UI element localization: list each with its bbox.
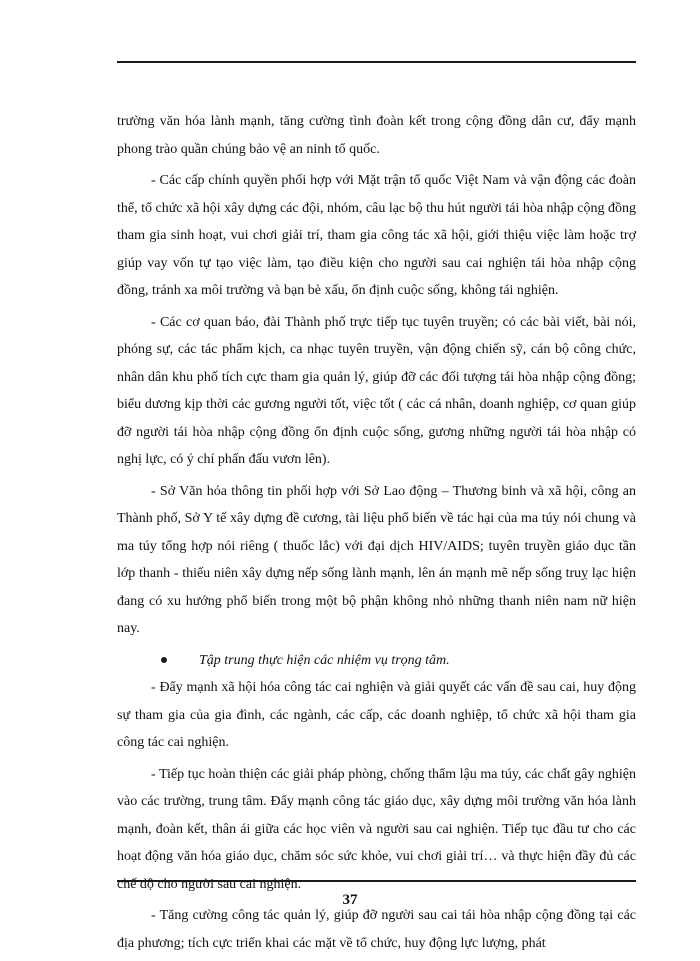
bullet-heading-text: Tập trung thực hiện các nhiệm vụ trọng tâm. [199, 652, 450, 668]
paragraph-management: - Tăng cường công tác quản lý, giúp đỡ người sau cai tái hòa nhập cộng đồng tại các địa phương; tích cực triển khai các mặt về tổ chức, huy động lực lượng, phát [117, 908, 636, 951]
paragraph-media-outreach: - Các cơ quan báo, đài Thành phố trực tiếp tục tuyên truyền; có các bài viết, bài nói, phóng sự, các tác phẩm kịch, ca nhạc tuyên truyền, vận động chiến sỹ, cán bộ công chức, nhân dân khu phố tích cực tham gia quản lý, giúp đỡ các đối tượng tái hòa nhập cộng đồng; biểu dương kịp thời các gương người tốt, việc tốt ( các cá nhân, doanh nghiệp, cơ quan giúp đỡ người tái hòa nhập cộng đồng ổn định cuộc sống, gương những người tái hòa nhập có nghị lực, có ý chí phấn đấu vươn lên). [117, 314, 636, 467]
paragraph-socialization: - Đẩy mạnh xã hội hóa công tác cai nghiện và giải quyết các vấn đề sau cai, huy động sự tham gia của gia đình, các ngành, các cấp, các doanh nghiệp, tổ chức xã hội tham gia công tác cai nghiện. [117, 680, 636, 750]
footer-rule [117, 880, 636, 882]
paragraph-prevention: - Tiếp tục hoàn thiện các giải pháp phòng, chống thẩm lậu ma túy, các chất gây nghiện vào các trường, trung tâm. Đẩy mạnh công tác giáo dục, xây dựng môi trường văn hóa lành mạnh, đoàn kết, thân ái giữa các học viên và người sau cai nghiện. Tiếp tục đầu tư cho các hoạt động văn hóa giáo dục, chăm sóc sức khỏe, vui chơi giải trí… và thực hiện đầy đủ các chế độ cho người sau cai nghiện. [117, 766, 636, 892]
page-number: 37 [342, 892, 358, 908]
page-body [117, 108, 636, 961]
paragraph-government-coordination: - Các cấp chính quyền phối hợp với Mặt trận tổ quốc Việt Nam và vận động các đoàn thể, tổ chức xã hội xây dựng các đội, nhóm, câu lạc bộ thu hút người tái hòa nhập cộng đồng tham gia sinh hoạt, vui chơi giải trí, tham gia công tác xã hội, giới thiệu việc làm hoặc trợ giúp vay vốn tự tạo việc làm, tạo điều kiện cho người sau cai nghiện tái hòa nhập cộng đồng, tránh xa môi trường và bạn bè xấu, ổn định cuộc sống, không tái nghiện. [117, 173, 636, 298]
bullet-icon [161, 657, 167, 663]
paragraph-culture-department: - Sở Văn hóa thông tin phối hợp với Sở Lao động – Thương binh và xã hội, công an Thành phố, Sở Y tế xây dựng đề cương, tài liệu phổ biến về tác hại của ma túy nói chung và ma túy tổng hợp nói riêng ( thuốc lắc) với đại dịch HIV/AIDS; tuyên truyền giáo dục tần lớp thanh - thiếu niên xây dựng nếp sống lành mạnh, lên án mạnh mẽ nếp sống truỵ lạc hiện đang có xu hướng phổ biến trong một bộ phận không nhỏ những thanh niên nam nữ hiện nay. [117, 483, 636, 636]
header-rule [117, 61, 636, 63]
paragraph-continuation: trường văn hóa lành mạnh, tăng cường tình đoàn kết trong cộng đồng dân cư, đẩy mạnh phong trào quần chúng bảo vệ an ninh tổ quốc. [117, 114, 636, 157]
bullet-heading [117, 647, 636, 675]
